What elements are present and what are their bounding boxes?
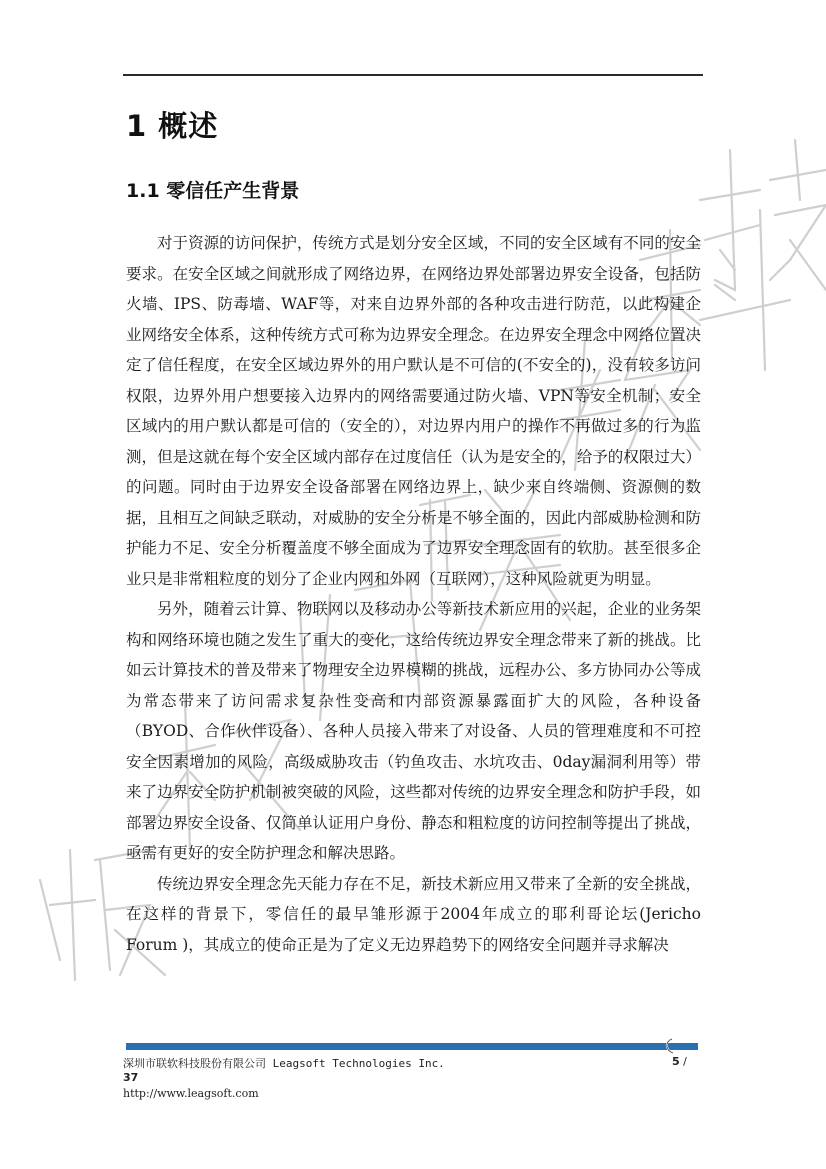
page-total: 37 xyxy=(123,1071,139,1084)
footer-company: 深圳市联软科技股份有限公司 Leagsoft Technologies Inc. xyxy=(123,1057,445,1070)
page-current: 5 xyxy=(672,1055,680,1068)
header-rule xyxy=(123,74,703,76)
paragraph: 另外，随着云计算、物联网以及移动办公等新技术新应用的兴起，企业的业务架构和网络环境也随之发生了重大的变化，这给传统边界安全理念带来了新的挑战。比如云计算技术的普及带来了物理安全边界模糊的挑战，远程办公、多方协同办公等成为常态带来了访问需求复杂性变高和内部资源暴露面扩大的风险，各种设备（BYOD、合作伙伴设备）、各种人员接入带来了对设备、人员的管理难度和不可控安全因素增加的风险，高级威胁攻击（钓鱼攻击、水坑攻击、0day漏洞利用等）带来了边界安全防护机制被突破的风险，这些都对传统的边界安全理念和防护手段，如部署边界安全设备、仅简单认证用户身份、静态和粗粒度的访问控制等提出了挑战，亟需有更好的安全防护理念和解决思路。 xyxy=(126,600,701,862)
chapter-heading: 1 概述 xyxy=(126,109,219,143)
footer-url[interactable]: http://www.leagsoft.com xyxy=(123,1087,259,1100)
footer-bar xyxy=(126,1043,698,1050)
paragraph: 对于资源的访问保护，传统方式是划分安全区域，不同的安全区域有不同的安全要求。在安全区域之间就形成了网络边界，在网络边界处部署边界安全设备，包括防火墙、IPS、防毒墙、WAF等，对来自边界外部的各种攻击进行防范，以此构建企业网络安全体系，这种传统方式可称为边界安全理念。在边界安全理念中网络位置决定了信任程度，在安全区域边界外的用户默认是不可信的(不安全的)，没有较多访问权限，边界外用户想要接入边界内的网络需要通过防火墙、VPN等安全机制；安全区域内的用户默认都是可信的（安全的），对边界内用户的操作不再做过多的行为监测，但是这就在每个安全区域内部存在过度信任（认为是安全的，给予的权限过大）的问题。同时由于边界安全设备部署在网络边界上，缺少来自终端侧、资源侧的数据，且相互之间缺乏联动，对威胁的安全分析是不够全面的，因此内部威胁检测和防护能力不足、安全分析覆盖度不够全面成为了边界安全理念固有的软肋。甚至很多企业只是非常粗粒度的划分了企业内网和外网（互联网），这种风险就更为明显。 xyxy=(126,234,701,588)
section-heading: 1.1 零信任产生背景 xyxy=(126,180,300,202)
body-text xyxy=(126,228,701,960)
page-number xyxy=(672,1055,687,1068)
paragraph: 传统边界安全理念先天能力存在不足，新技术新应用又带来了全新的安全挑战，在这样的背景下，零信任的最早雏形源于2004年成立的耶利哥论坛(Jericho Forum )，其成立的使命正是为了定义无边界趋势下的网络安全问题并寻求解决 xyxy=(126,874,701,954)
page-separator: / xyxy=(679,1055,687,1068)
footer-curl-icon xyxy=(662,1038,676,1054)
